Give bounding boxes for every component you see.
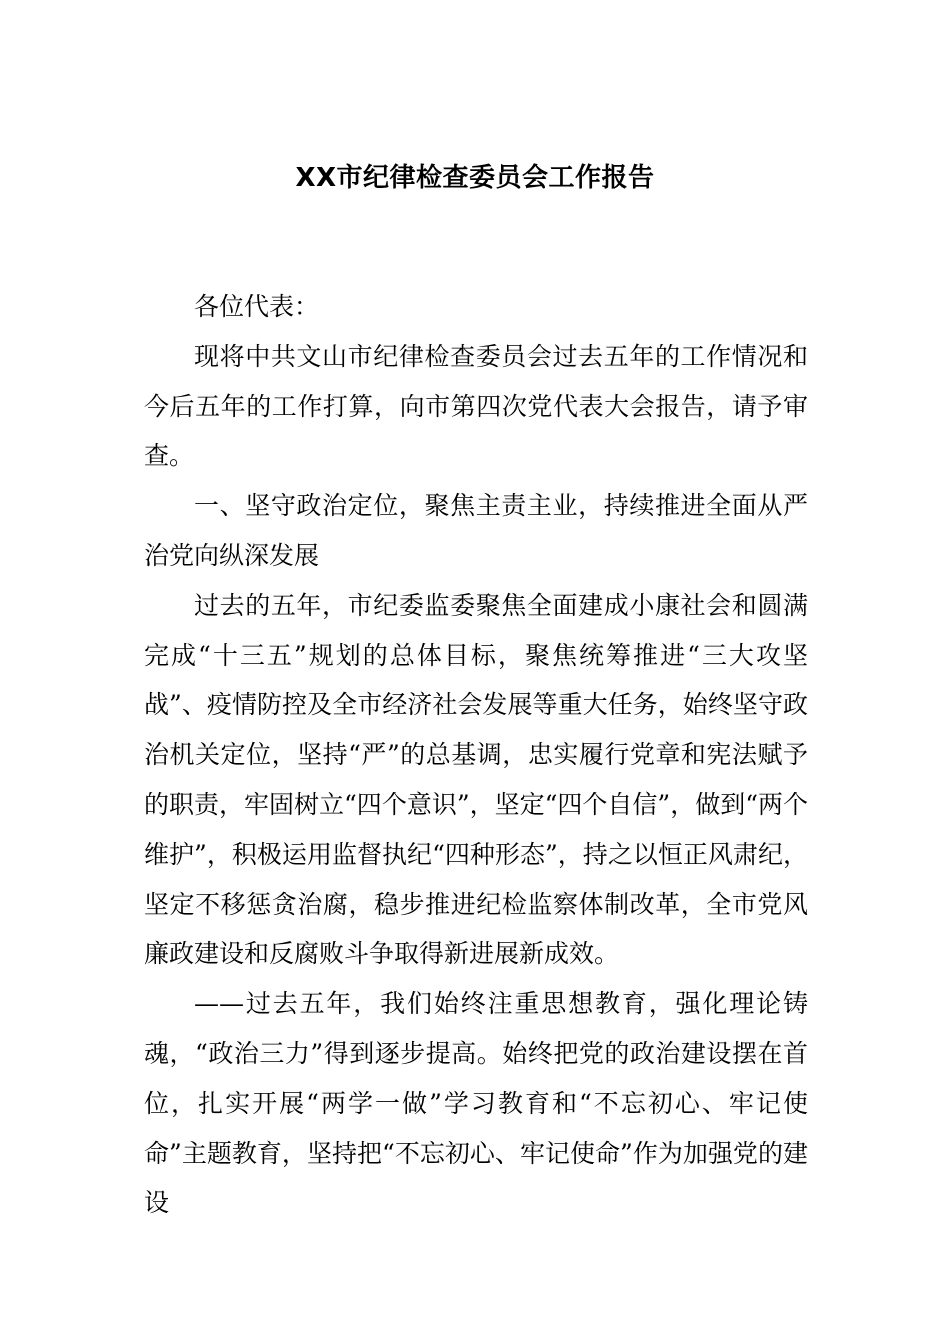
paragraph-intro: 现将中共文山市纪律检查委员会过去五年的工作情况和今后五年的工作打算，向市第四次党代表大会报告，请予审查。 [144, 341, 808, 471]
paragraph-education: ——过去五年，我们始终注重思想教育，强化理论铸魂，“政治三力”得到逐步提高。始终把党的政治建设摆在首位，扎实开展“两学一做”学习教育和“不忘初心、牢记使命”主题教育，坚持把“不忘初心、牢记使命”作为加强党的建设 [144, 989, 808, 1218]
document-body [144, 282, 808, 1228]
section-heading: 一、坚守政治定位，聚焦主责主业，持续推进全面从严治党向纵深发展 [144, 491, 808, 570]
paragraph-overview: 过去的五年，市纪委监委聚焦全面建成小康社会和圆满完成“十三五”规划的总体目标，聚焦统筹推进“三大攻坚战”、疫情防控及全市经济社会发展等重大任务，始终坚守政治机关定位，坚持“严”的总基调，忠实履行党章和宪法赋予的职责，牢固树立“四个意识”，坚定“四个自信”，做到“两个维护”，积极运用监督执纪“四种形态”，持之以恒正风肃纪，坚定不移惩贪治腐，稳步推进纪检监察体制改革，全市党风廉政建设和反腐败斗争取得新进展新成效。 [144, 590, 808, 969]
salutation: 各位代表： [194, 292, 320, 321]
document-title: XX市纪律检查委员会工作报告 [295, 163, 655, 193]
